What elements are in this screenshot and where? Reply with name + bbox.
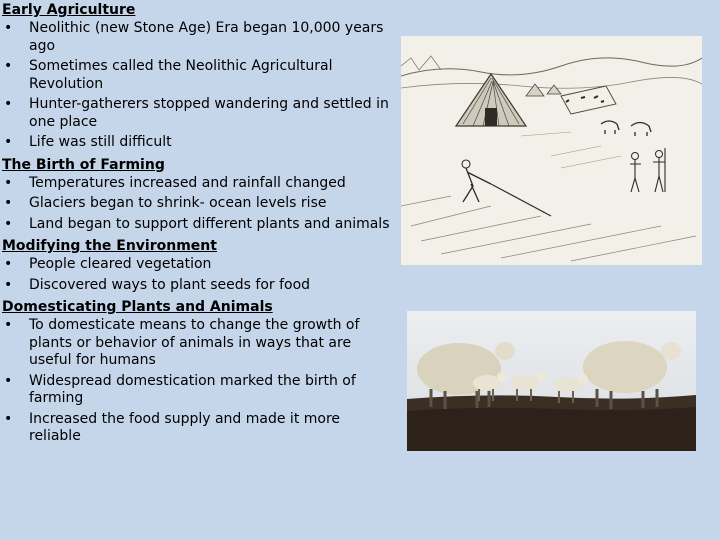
bullet-icon: •: [4, 215, 13, 232]
section-birth-of-farming: [2, 155, 394, 234]
bullet-text: Hunter-gatherers stopped wandering and settled in one place: [29, 96, 389, 130]
bullet-icon: •: [4, 174, 13, 191]
list-item: [2, 58, 394, 93]
sheep-illustration: [407, 311, 696, 451]
bullet-list: [2, 20, 394, 152]
sketch-drawing: [401, 36, 702, 265]
bullet-list: [2, 317, 394, 446]
list-item: [2, 175, 394, 193]
bullet-icon: •: [4, 410, 13, 427]
bullet-icon: •: [4, 58, 13, 74]
slide-text-column: [2, 0, 394, 449]
bullet-text: Life was still difficult: [29, 134, 172, 150]
bullet-text: People cleared vegetation: [29, 256, 212, 272]
list-item: [2, 317, 394, 370]
list-item: [2, 373, 394, 408]
bullet-icon: •: [4, 96, 13, 112]
bullet-text: Land began to support different plants and animals: [29, 215, 390, 232]
bullet-text: Widespread domestication marked the birth of farming: [29, 372, 356, 406]
neolithic-village-sketch: [401, 36, 702, 265]
list-item: [2, 411, 394, 446]
list-item: [2, 195, 394, 213]
bullet-icon: •: [4, 195, 13, 211]
section-early-agriculture: [2, 0, 394, 152]
bullet-text: To domesticate means to change the growth of plants or behavior of animals in ways that are useful for humans: [29, 317, 360, 368]
section-modifying-environment: [2, 236, 394, 294]
bullet-icon: •: [4, 20, 13, 36]
list-item: [2, 96, 394, 131]
bullet-text: Increased the food supply and made it more reliable: [29, 410, 341, 444]
list-item: [2, 216, 394, 234]
bullet-icon: •: [4, 317, 13, 333]
section-heading: The Birth of Farming: [2, 156, 165, 173]
section-heading: Modifying the Environment: [2, 238, 217, 254]
sheep-and-lambs-photo: [407, 311, 696, 451]
section-heading: Early Agriculture: [2, 2, 136, 18]
bullet-icon: •: [4, 276, 13, 293]
bullet-text: Glaciers began to shrink- ocean levels rise: [29, 195, 327, 211]
section-domesticating: [2, 297, 394, 446]
list-item: [2, 256, 394, 274]
bullet-icon: •: [4, 372, 13, 389]
bullet-icon: •: [4, 256, 13, 272]
section-heading: Domesticating Plants and Animals: [2, 299, 273, 315]
bullet-list: [2, 256, 394, 294]
bullet-text: Sometimes called the Neolithic Agricultural Revolution: [29, 58, 333, 92]
list-item: [2, 20, 394, 55]
bullet-text: Temperatures increased and rainfall changed: [29, 174, 346, 191]
bullet-list: [2, 175, 394, 234]
bullet-text: Discovered ways to plant seeds for food: [29, 276, 311, 293]
list-item: [2, 277, 394, 295]
bullet-text: Neolithic (new Stone Age) Era began 10,000 years ago: [29, 20, 384, 54]
list-item: [2, 134, 394, 152]
bullet-icon: •: [4, 134, 13, 150]
